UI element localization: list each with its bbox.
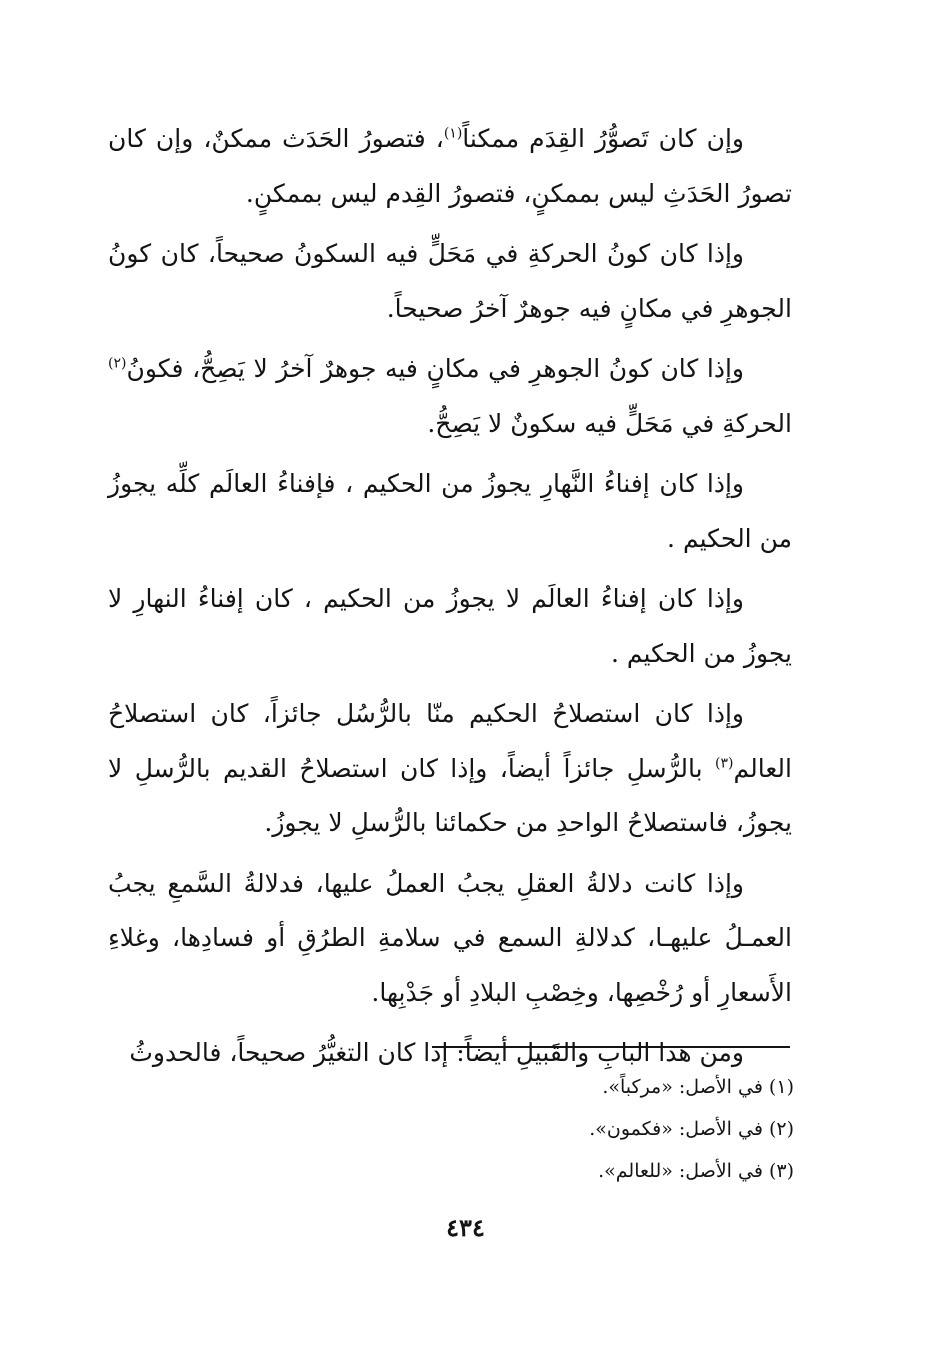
paragraph [108, 572, 792, 681]
paragraph [108, 687, 792, 851]
footnote-2: (٢) في الأصل: «فكمون». [589, 1118, 794, 1140]
footnote-reference: (٢) [108, 355, 127, 372]
footnote-separator [432, 1046, 790, 1048]
paragraph [108, 857, 792, 1021]
paragraph-text: وإذا كان كونُ الحركةِ في مَحَلٍّ فيه السكونُ صحيحاً، كان كونُ الجوهرِ في مكانٍ فيه جوهرٌ آخرُ صحيحاً. [108, 239, 792, 323]
paragraph [108, 457, 792, 566]
footnote-1: (١) في الأصل: «مركباً». [602, 1076, 794, 1098]
paragraph-text: وإذا كان كونُ الجوهرِ في مكانٍ فيه جوهرٌ آخرُ لا يَصِحُّ، فكونُ [126, 354, 744, 383]
paragraph-text: الحركةِ في مَحَلٍّ فيه سكونٌ لا يَصِحُّ. [427, 408, 792, 438]
paragraph-text: وإذا كان إفناءُ النَّهارِ يجوزُ من الحكيم ، فإفناءُ العالَم كلِّه يجوزُ من الحكيم . [108, 469, 792, 553]
footnote-reference: (٣) [715, 755, 734, 772]
paragraph-text: ، فتصورُ الحَدَث ممكنٌ، وإن كان تصورُ الحَدَثِ ليس بممكنٍ، فتصورُ القِدم ليس بممكنٍ. [108, 124, 792, 208]
footnote-3: (٣) في الأصل: «للعالم». [598, 1160, 794, 1182]
paragraph-text: وإذا كان إفناءُ العالَم لا يجوزُ من الحكيم ، كان إفناءُ النهارِ لا يجوزُ من الحكيم . [108, 584, 792, 668]
paragraph [108, 342, 792, 451]
page-number: ٤٣٤ [446, 1213, 485, 1242]
paragraph-text: وإذا كانت دلالةُ العقلِ يجبُ العملُ عليها، فدلالةُ السَّمعِ يجبُ العمـلُ عليهـا، كدلالةِ السمع في سلامةِ الطرُقِ أو فسادِها، وغلاءِ الأَسعارِ أو رُخْصِها، وخِصْبِ البلادِ أو جَدْبِها. [108, 868, 792, 1007]
footnotes [432, 1066, 794, 1192]
paragraph-text: بالرُّسلِ جائزاً أيضاً، وإذا كان استصلاحُ القديم بالرُّسلِ لا يجوزُ، فاستصلاحُ الواحدِ من حكمائنا بالرُّسلِ لا يجوزُ. [108, 753, 792, 837]
paragraph-text: وإذا كان استصلاحُ الحكيم منّا بالرُّسُل جائزاً، كان استصلاحُ العالم [108, 699, 792, 783]
paragraph [108, 112, 792, 221]
main-text [108, 112, 792, 1087]
paragraph-text: وإن كان تَصوُّرُ القِدَم ممكناً [462, 124, 744, 153]
footnote-reference: (١) [443, 125, 463, 142]
paragraph-text: ومن هذا البابِ والقَبيلِ أيضاً: إذا كان التغيُّرُ صحيحاً، فالحدوثُ [129, 1038, 744, 1067]
paragraph [108, 227, 792, 336]
